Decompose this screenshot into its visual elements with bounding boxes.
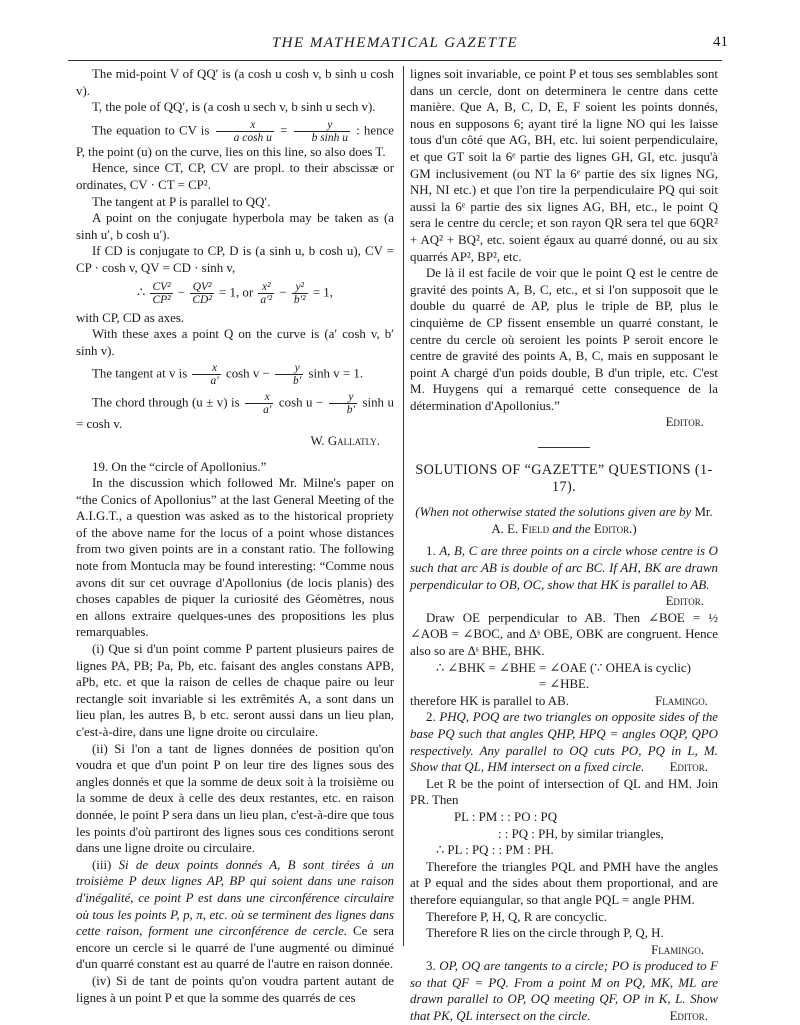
editor-signature: Editor.: [665, 415, 704, 430]
left-column: [76, 66, 394, 1006]
paragraph: The tangent at P is parallel to QQ′.: [92, 194, 271, 209]
solution-line: ∴ PL : PQ : : PM : PH.: [436, 843, 554, 858]
right-column: [410, 66, 718, 1025]
journal-title: THE MATHEMATICAL GAZETTE: [271, 35, 519, 51]
paragraph: with CP, CD as axes.: [76, 310, 185, 325]
paragraph: With these axes a point Q on the curve is (a′ cosh v, b′ sinh v).: [76, 327, 394, 358]
paragraph: (i) Que si d'un point comme P partent plusieurs paires de lignes PA, PB; Pa, Pb, etc. faisant des angles constans APB, aPb, etc. et que la raison de celles de chaque paire ou leur rectangle soit invariable si les extrêmités A, a sont dans un lieu plan, les autres B, b etc. seront aussi dans un lieu plan, c'est-à-dire, dans une ligne droite ou circulaire.: [76, 642, 394, 739]
editor-signature: Editor.: [665, 594, 704, 609]
paragraph: lignes soit invariable, ce point P et tous ses semblables sont dans un cercle, dont on determinera le centre dans cette manière. Que A, B, C, D, E, F soient les points donnés, nous en supposons 6; ayant tiré la ligne NO qui les laisse tous d'un côté que AG, BH, etc. lui soient perpendiculaire, et que GT soit la 6ᵉ partie des lignes GH, GI, etc. jusqu'à GM inclusivement (ou NT la 6ᵉ partie des six lignes NG, NH, NI etc.) et que l'on tire la perpendiculaire PQ qui soit aussi la 6ᵉ partie des six lignes AG, BH, etc., le point Q sera le centre du cercle; et son rayon QR sera tel que 6QR² + AQ² + BQ², etc. soient égaux au quarré donné, ou au six quarrés AP², BP², etc.: [410, 67, 718, 264]
editor-signature: Editor.: [669, 1009, 708, 1024]
question-1: 1. A, B, C are three points on a circle whose centre is O such that arc AB is double of arc BC. If AH, BK are drawn perpendicular to OB, OC, show that HK is parallel to AB.: [410, 544, 718, 592]
equation-paragraph: The chord through (u ± v) is $\frac{x}{a'}$ cosh u − $\frac{y}{b'}$ sinh u = cosh v.: [76, 391, 394, 432]
paragraph: The mid-point V of QQ′ is (a cosh u cosh v, b sinh u cosh v).: [76, 67, 394, 98]
solution-paragraph: Therefore R lies on the circle through P, Q, H.: [426, 926, 664, 941]
page-number: 41: [713, 34, 728, 50]
paragraph: A point on the conjugate hyperbola may be taken as (a sinh u′, b cosh u′).: [76, 211, 394, 242]
attribution-note: (When not otherwise stated the solutions given are by Mr. A. E. Field and the Editor.): [415, 505, 713, 536]
column-divider: [403, 66, 404, 946]
question-2: 2. PHQ, POQ are two triangles on opposite sides of the base PQ such that angles QHP, HPQ = angles OQP, QPO respectively. Any parallel to OQ cuts PO, PQ in L, M. Show that QL, HM intersect on a fixed circle. Editor.: [410, 710, 718, 775]
solution-line: = ∠HBE.: [538, 677, 590, 692]
paragraph: In the discussion which followed Mr. Milne's paper on “the Conics of Apollonius” at the last General Meeting of the A.I.G.T., a question was asked as to the historical propriety of the above name for the locus of a point whose distances from two given points are in a constant ratio. The following note from Montucla may be found interesting: “Comme nous avons dit sur cet ouvrage d'Apollonius (de locis planis) des choses capables de piquer la curiosité des Géomètres, nous en allons extraire quelques-unes des propositions les plus remarquables.: [76, 476, 394, 640]
solution-paragraph: Therefore P, H, Q, R are concyclic.: [426, 909, 608, 924]
paragraph: Hence, since CT, CP, CV are propl. to their abscissæ or ordinates, CV · CT = CP².: [76, 161, 394, 192]
editor-signature: Editor.: [669, 760, 708, 775]
equation-paragraph: The tangent at v is $\frac{x}{a'}$ cosh v − $\frac{y}{b'}$ sinh v = 1.: [92, 362, 364, 388]
paragraph: (ii) Si l'on a tant de lignes données de position qu'on voudra et que d'un point P on leur tire des lignes sous des angles donnés et que la somme de deux soit à la troisième ou la somme de deux à celle des deux restantes, etc. en raison donnée, le point P sera dans un lieu plan, c'est-à-dire que tous les points d'où partiront des lignes sous ces conditions seront dans une ligne droite ou circulaire.: [76, 741, 394, 856]
solution-conclusion: therefore HK is parallel to AB. Flamingo.: [410, 693, 718, 710]
paragraph: (iii) Si de deux points donnés A, B sont tirées à un troisième P deux lignes AP, BP qui soient dans une raison d'inégalité, ce point P est dans une circonférence circulaire où tous les points P, p, π, etc. où se terminent des lignes dans cette raison, forment une circonférence de cercle. Ce sera encore un cercle si le quarré de l'une augmenté ou diminué d'un quarré constant est au quarré de l'autre en raison donnée.: [76, 857, 394, 972]
header-rule: [68, 60, 722, 61]
solution-paragraph: Draw OE perpendicular to AB. Then ∠BOE = ½ ∠AOB = ∠BOC, and Δˢ OBE, OBK are congruent. Hence also so are Δˢ BHE, BHK.: [410, 610, 718, 658]
solution-paragraph: Therefore the triangles PQL and PMH have the angles at P equal and the sides about them proportional, and are therefore equiangular, so that angle PQL = angle PHM.: [410, 859, 718, 907]
section-heading: 19. On the “circle of Apollonius.”: [92, 459, 267, 474]
equation-paragraph: The equation to CV is $\frac{x}{\text{a cosh u}}$ = $\frac{y}{\text{b sinh u}}$ : hence P, the point (u) on the curve, lies on this line, so also does T.: [76, 118, 394, 159]
paragraph: T, the pole of QQ′, is (a cosh u sech v, b sinh u sech v).: [92, 100, 376, 115]
solution-paragraph: Let R be the point of intersection of QL and HM. Join PR. Then: [410, 776, 718, 808]
solution-line: PL : PM : : PO : PQ: [454, 809, 558, 824]
solution-line: : : PQ : PH, by similar triangles,: [498, 826, 664, 841]
paragraph: De là il est facile de voir que le point Q est le centre de gravité des points A, B, C, etc., et si l'on supposoit que le double du quarré de AP, plus le triple de BP, plus le cinquième de CP fissent ensemble un quarré constant, le centre du cercle où seroient les points P seroit encore le centre de gravité des points A, B, C, mais en supposant le point A chargé d'un poids double, B d'un triple, etc. C'est M. Huygens qui a remarqué cette consequence de la détermination d'Apollonius.”: [410, 266, 718, 413]
paragraph: (iv) Si de tant de points qu'on voudra partent autant de lignes à un point P et que la somme des quarrés de ces: [76, 973, 394, 1005]
solution-line: ∴ ∠BHK = ∠BHE = ∠OAE (∵ OHEA is cyclic): [436, 660, 691, 675]
solver-signature: Flamingo.: [651, 942, 704, 957]
fraction: $\frac{y}{\text{b sinh u}}$: [294, 119, 350, 144]
fraction: $\frac{x}{\text{a cosh u}}$: [216, 119, 274, 144]
display-equation: ∴ $\frac{\text{CV²}}{\text{CP²}}$ − $\frac{\text{QV²}}{\text{CD²}}$ = 1, or $\frac{\text{x²}}{\text{a′²}}$ − $\frac{\text{y²}}{\text{b′²}}$ = 1,: [137, 280, 333, 306]
paragraph: If CD is conjugate to CP, D is (a sinh u, b cosh u), CV = CP · cosh v, QV = CD · sinh v,: [76, 244, 394, 275]
running-header: [68, 32, 728, 60]
solver-signature: Flamingo.: [655, 693, 708, 708]
question-3: 3. OP, OQ are tangents to a circle; PO is produced to F so that QF = PQ. From a point M on PQ, MK, ML are drawn parallel to OP, OQ meeting QF, OP in K, L. Show that PK, QL intersect on the circle. Editor.: [410, 959, 718, 1024]
section-title: SOLUTIONS OF “GAZETTE” QUESTIONS (1-17).: [415, 462, 713, 495]
author-signature: W. Gallatly.: [310, 433, 380, 448]
section-separator: [538, 447, 590, 448]
